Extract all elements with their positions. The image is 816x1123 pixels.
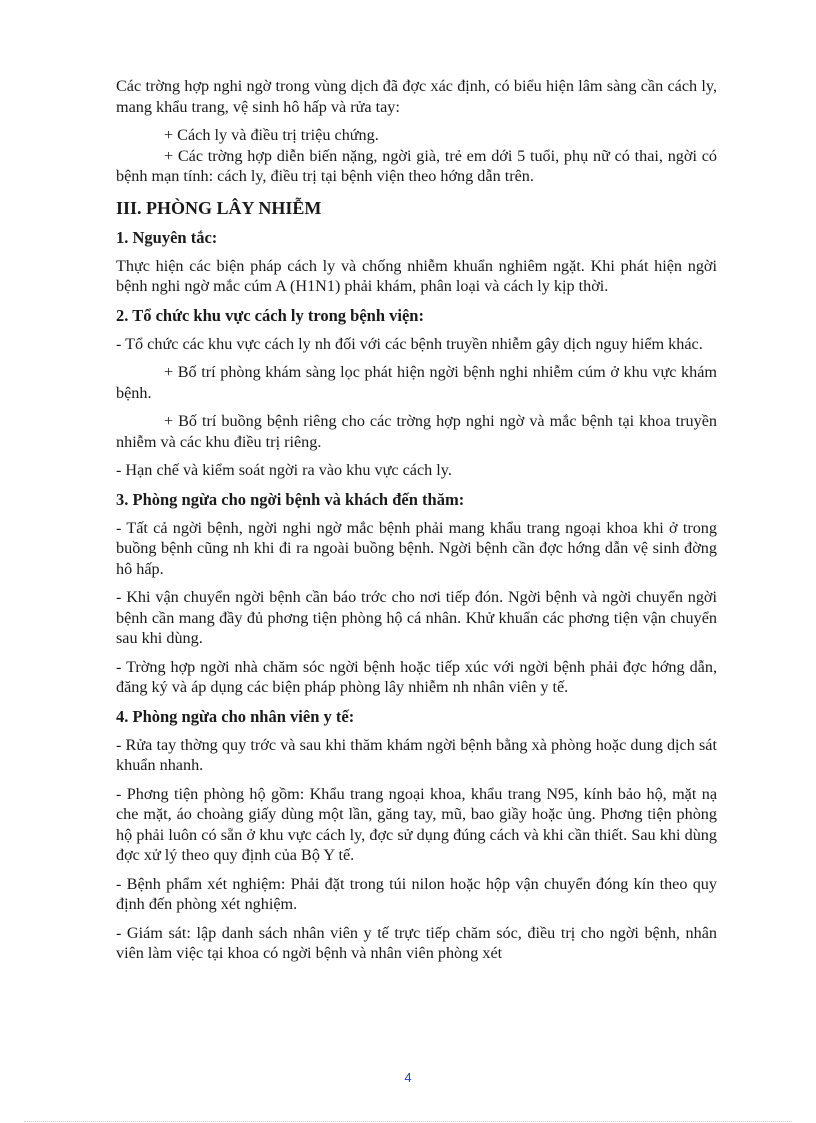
paragraph-cut: - Giám sát: lập danh sách nhân viên y tế trực tiếp chăm sóc, điều trị cho ngời bệnh, nhân viên làm việc tại khoa có ngời bệnh và nhân viên phòng xét: [116, 923, 717, 962]
paragraph: Thực hiện các biện pháp cách ly và chống nhiễm khuẩn nghiêm ngặt. Khi phát hiện ngời bệnh nghi ngờ mắc cúm A (H1N1) phải khám, phân loại và cách ly kịp thời.: [116, 256, 717, 295]
subsection-heading: 2. Tổ chức khu vực cách ly trong bệnh viện:: [116, 305, 424, 325]
subsection-heading: 1. Nguyên tắc:: [116, 227, 218, 247]
paragraph: - Phơng tiện phòng hộ gồm: Khẩu trang ngoại khoa, khẩu trang N95, kính bảo hộ, mặt nạ che mặt, áo choàng giấy dùng một lần, găng tay, mũ, bao giầy hoặc ủng. Phơng tiện phòng hộ phải luôn có sẵn ở khu vực cách ly, đợc sử dụng đúng cách và khi cần thiết. Sau khi dùng đợc xử lý theo quy định của Bộ Y tế.: [116, 784, 717, 864]
bullet-paragraph: + Bố trí buồng bệnh riêng cho các trờng hợp nghi ngờ và mắc bệnh tại khoa truyền nhiễm và các khu điều trị riêng.: [116, 412, 717, 451]
paragraph: - Rửa tay thờng quy trớc và sau khi thăm khám ngời bệnh bằng xà phòng hoặc dung dịch sát khuẩn nhanh.: [116, 735, 717, 774]
paragraph: - Tổ chức các khu vực cách ly nh đối với các bệnh truyền nhiễm gây dịch nguy hiểm khác.: [116, 334, 703, 353]
section-heading: III. PHÒNG LÂY NHIỄM: [116, 197, 322, 218]
paragraph: - Trờng hợp ngời nhà chăm sóc ngời bệnh hoặc tiếp xúc với ngời bệnh phải đợc hớng dẫn, đăng ký và áp dụng các biện pháp phòng lây nhiễm nh nhân viên y tế.: [116, 657, 717, 696]
page-edge-divider: [24, 1121, 792, 1122]
bullet-paragraph: + Cách ly và điều trị triệu chứng.: [164, 126, 379, 144]
page-number: 4: [404, 1070, 412, 1085]
bullet-paragraph: + Các trờng hợp diễn biến nặng, ngời già, trẻ em dới 5 tuổi, phụ nữ có thai, ngời có bệnh mạn tính: cách ly, điều trị tại bệnh viện theo hớng dẫn trên.: [116, 146, 717, 185]
subsection-heading: 3. Phòng ngừa cho ngời bệnh và khách đến thăm:: [116, 489, 465, 509]
bullet-paragraph: + Bố trí phòng khám sàng lọc phát hiện ngời bệnh nghi nhiễm cúm ở khu vực khám bệnh.: [116, 363, 717, 402]
paragraph: - Bệnh phẩm xét nghiệm: Phải đặt trong túi nilon hoặc hộp vận chuyển đóng kín theo quy định đến phòng xét nghiệm.: [116, 874, 717, 913]
paragraph: - Tất cả ngời bệnh, ngời nghi ngờ mắc bệnh phải mang khẩu trang ngoại khoa khi ở trong buồng bệnh cũng nh khi đi ra ngoài buồng bệnh. Ngời bệnh cần đợc hớng dẫn vệ sinh đờng hô hấp.: [116, 518, 717, 578]
paragraph: - Hạn chế và kiểm soát ngời ra vào khu vực cách ly.: [116, 461, 452, 479]
paragraph: Các trờng hợp nghi ngờ trong vùng dịch đã đợc xác định, có biểu hiện lâm sàng cần cách ly, mang khẩu trang, vệ sinh hô hấp và rửa tay:: [116, 77, 717, 116]
paragraph: - Khi vận chuyển ngời bệnh cần báo trớc cho nơi tiếp đón. Ngời bệnh và ngời chuyển ngời bệnh cần mang đầy đủ phơng tiện phòng hộ cá nhân. Khử khuẩn các phơng tiện vận chuyển sau khi dùng.: [116, 588, 717, 647]
subsection-heading: 4. Phòng ngừa cho nhân viên y tế:: [116, 706, 355, 726]
document-body: [116, 76, 717, 964]
